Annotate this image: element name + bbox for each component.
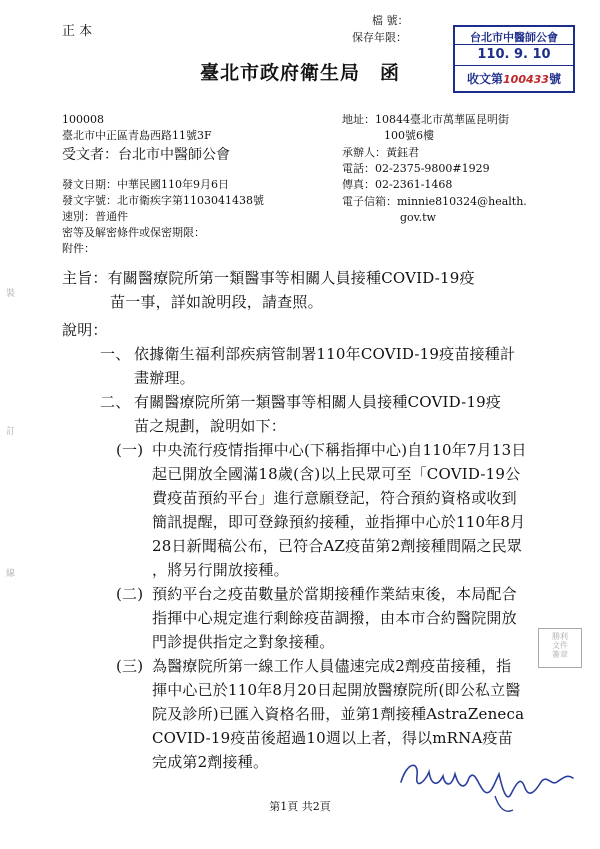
security-level: 密等及解密條件或保密期限： [62,226,205,239]
sender-address: 臺北市中正區青島西路11號3F [62,129,212,142]
delivery-speed: 速別：普通件 [62,210,128,223]
explanation-item-2: 二、 有關醫療院所第一類醫事等相關人員接種COVID-19疫 苗之規劃，說明如下： [100,393,502,435]
recipient: 受文者：台北市中醫師公會 [62,147,230,163]
stamp-org: 台北市中醫師公會 [470,31,558,44]
doc-number: 發文字號：北市衛疾字第1103041438號 [62,194,264,207]
fax: 傳真：02-2361-1468 [342,178,453,191]
contact-address-2: 100號6樓 [384,129,434,142]
copy-mark: 正 本 [62,24,93,39]
document-title: 臺北市政府衛生局 函 [199,62,400,84]
handler: 承辦人：黃鈺君 [342,146,419,159]
sub-item-2: (二) 預約平台之疫苗數量於當期接種作業結束後，本局配合 指揮中心規定進行剩餘疫苗調撥，由本市合約醫院開放 門診提供指定之對象接種。 [116,585,517,651]
email-2: gov.tw [400,211,436,224]
postcode: 100008 [62,113,104,126]
email-1: 電子信箱：minnie810324@health. [342,195,527,208]
binding-mark-2: 訂 [6,427,16,437]
binding-mark-1: 裝 [6,289,16,299]
issue-date: 發文日期：中華民國110年9月6日 [62,178,229,191]
subject-line-2: 苗一事，詳如說明段，請查照。 [110,293,323,311]
sub-item-3: (三) 為醫療院所第一線工作人員儘速完成2劑疫苗接種，指 揮中心已於110年8月20日起開放醫療院所(即公私立醫 院及診所)已匯入資格名冊，並第1劑接種AstraZeneca COVID-19疫苗後超過10週以上者，得以mRNA疫苗 完成第2劑接種。 [116,657,525,771]
file-no-label: 檔 號： [372,14,409,27]
binding-mark-3: 線 [6,569,16,579]
retention-label: 保存年限： [352,31,407,44]
explanation-heading: 說明： [62,321,108,339]
side-stamp: 勝利 文件 簽章 [538,628,582,668]
attachment: 附件： [62,242,95,255]
explanation-item-1: 一、 依據衛生福利部疾病管制署110年COVID-19疫苗接種計 畫辦理。 [100,345,516,387]
phone: 電話：02-2375-9800#1929 [342,162,490,175]
sub-item-1: (一) 中央流行疫情指揮中心(下稱指揮中心)自110年7月13日 起已開放全國滿18歲(含)以上民眾可至「COVID-19公 費疫苗預約平台」進行意願登記，符合預約資格或收到 簡訊提醒，即可登錄預約接種，並指揮中心於110年8月 28日新聞稿公布，已符合AZ疫苗第2劑接種間隔之民眾 ，將另行開放接種。 [116,441,527,579]
stamp-receipt-no: 100433 [503,73,549,86]
stamp-receipt: 收文第100433號 [467,72,561,86]
page-number: 第1頁 共2頁 [269,800,331,813]
contact-address-1: 地址：10844臺北市萬華區昆明街 [342,113,509,126]
stamp-date: 110. 9. 10 [477,47,551,62]
subject-line-1: 主旨：有關醫療院所第一類醫事等相關人員接種COVID-19疫 [62,269,475,287]
